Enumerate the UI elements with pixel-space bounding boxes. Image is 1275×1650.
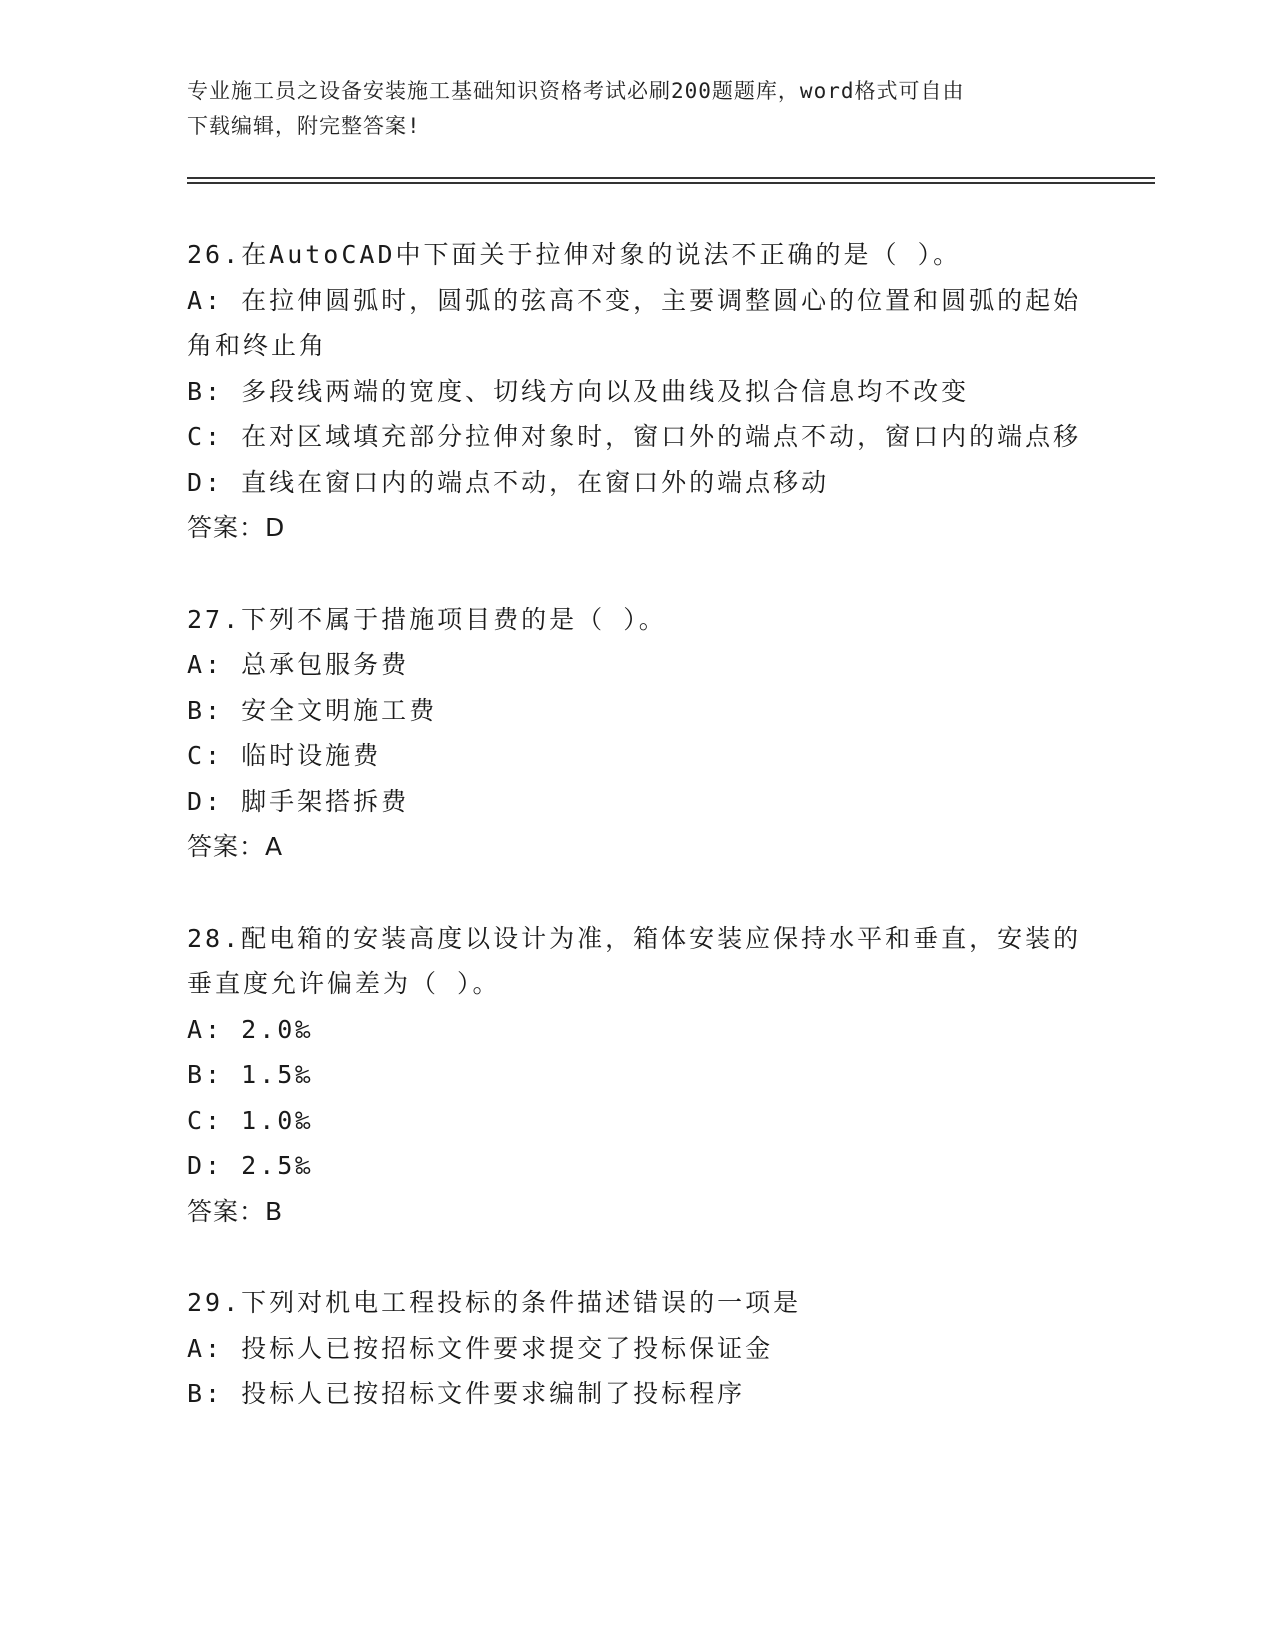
option-a: A: 总承包服务费: [187, 650, 410, 679]
answer: 答案：D: [187, 513, 286, 542]
answer: 答案：A: [187, 832, 284, 861]
option-b: B: 多段线两端的宽度、切线方向以及曲线及拟合信息均不改变: [187, 376, 970, 406]
option-d: D: 直线在窗口内的端点不动，在窗口外的端点移动: [187, 467, 830, 497]
question-26: [187, 232, 1087, 551]
option-a: A: 2.0‰: [187, 1014, 314, 1044]
header-divider-top: [187, 177, 1155, 179]
option-a: A: 投标人已按招标文件要求提交了投标保证金: [187, 1333, 774, 1363]
option-b: B: 1.5‰: [187, 1060, 314, 1089]
header-line-2: 下载编辑，附完整答案!: [187, 114, 421, 138]
question-27: [187, 597, 1087, 870]
option-b: B: 投标人已按招标文件要求编制了投标程序: [187, 1379, 746, 1408]
question-text: 28.配电箱的安装高度以设计为准，箱体安装应保持水平和垂直，安装的垂直度允许偏差为（ ）。: [187, 923, 1082, 998]
question-text: 26.在AutoCAD中下面关于拉伸对象的说法不正确的是（ ）。: [187, 240, 962, 269]
document-header: [187, 74, 1067, 144]
answer: 答案：B: [187, 1196, 284, 1226]
question-text: 27.下列不属于措施项目费的是（ ）。: [187, 604, 667, 634]
question-text: 29.下列对机电工程投标的条件描述错误的一项是: [187, 1288, 802, 1317]
option-c: C: 在对区域填充部分拉伸对象时，窗口外的端点不动，窗口内的端点移: [187, 422, 1082, 451]
question-29: [187, 1280, 1087, 1417]
option-d: D: 脚手架搭拆费: [187, 786, 410, 816]
question-28: [187, 916, 1087, 1235]
header-line-1: 专业施工员之设备安装施工基础知识资格考试必刷200题题库，word格式可自由: [187, 79, 965, 103]
option-c: C: 1.0‰: [187, 1105, 314, 1135]
option-a: A: 在拉伸圆弧时，圆弧的弦高不变，主要调整圆心的位置和圆弧的起始角和终止角: [187, 285, 1082, 360]
header-divider-bottom: [187, 182, 1155, 184]
option-d: D: 2.5‰: [187, 1151, 314, 1180]
question-list: [187, 232, 1087, 1463]
option-c: C: 临时设施费: [187, 741, 382, 770]
option-b: B: 安全文明施工费: [187, 695, 438, 725]
